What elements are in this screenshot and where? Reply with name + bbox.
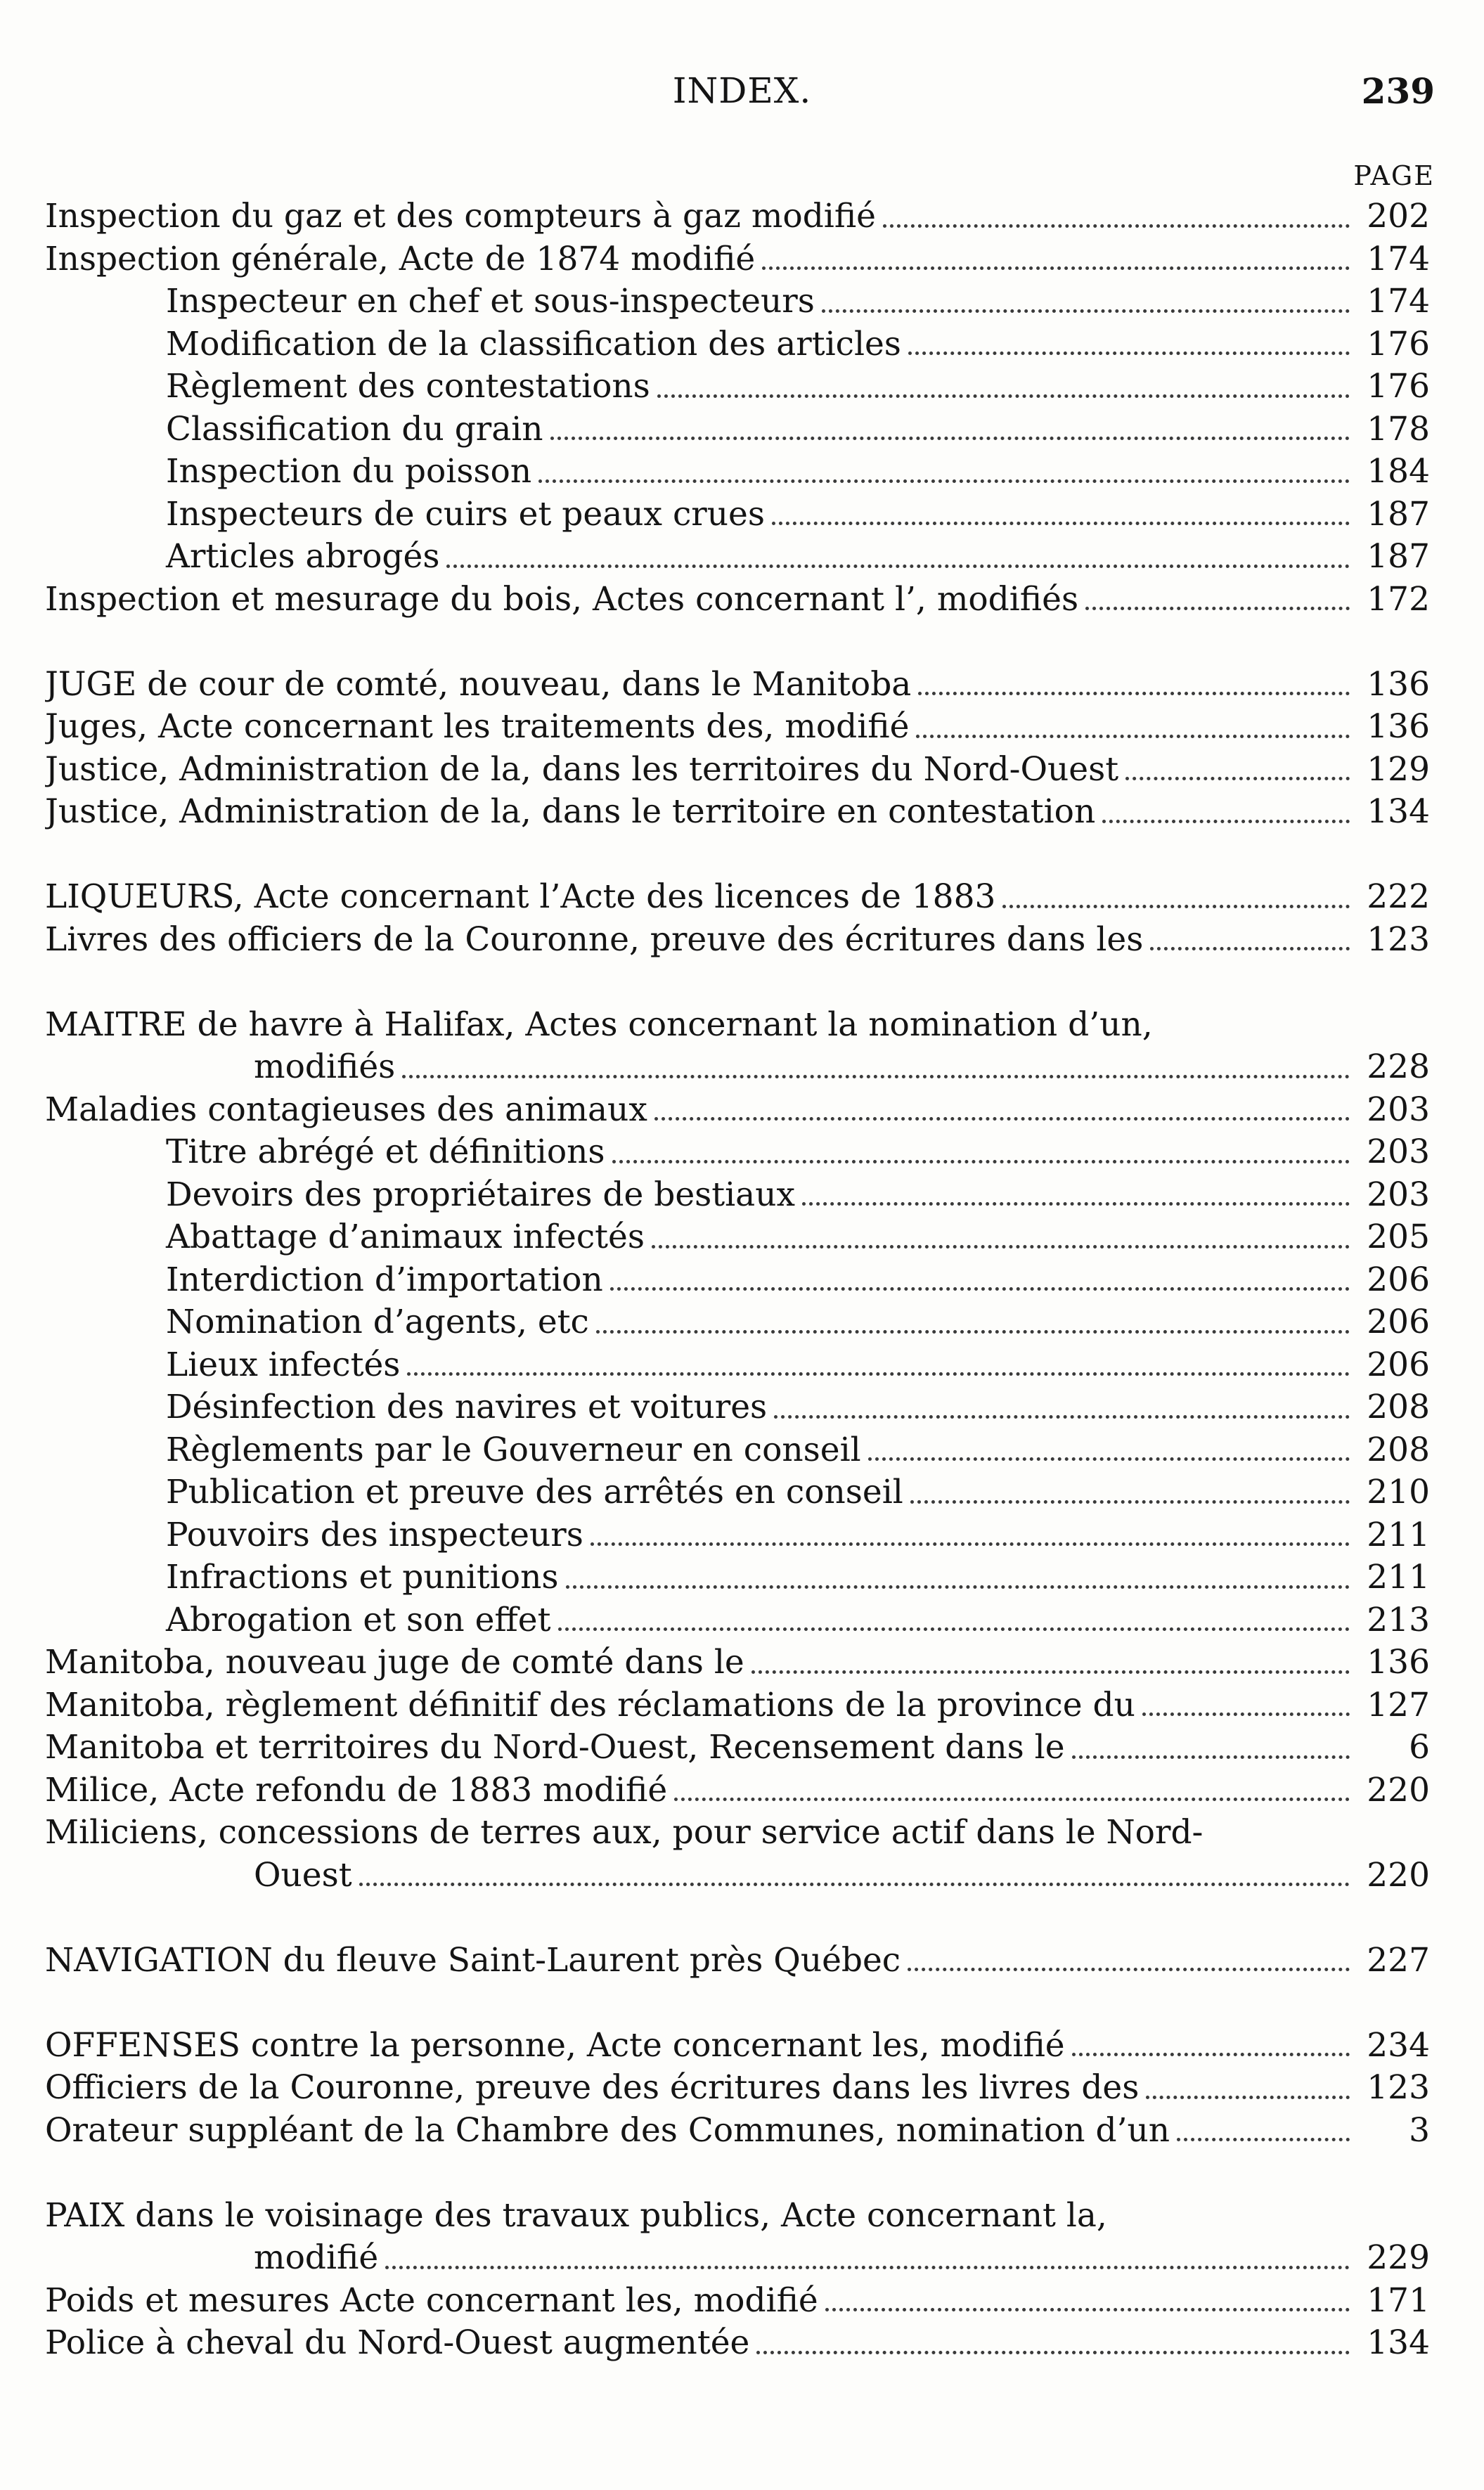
dot-leader <box>654 1117 1350 1121</box>
dot-leader <box>918 692 1350 695</box>
dot-leader <box>802 1202 1350 1206</box>
section-gap <box>45 834 1430 877</box>
dot-leader <box>1146 2096 1350 2099</box>
index-subentry <box>45 1344 1430 1387</box>
dot-leader <box>550 437 1350 440</box>
entry-text: Poids et mesures Acte concernant les, modifié <box>45 2281 818 2320</box>
dot-leader <box>1177 2138 1350 2141</box>
entry-page-number: 203 <box>1367 1175 1430 1214</box>
entry-text: Désinfection des navires et voitures <box>166 1388 768 1426</box>
page-number: 239 <box>1361 70 1435 112</box>
entry-page-number: 211 <box>1367 1558 1430 1596</box>
entry-text: modifiés <box>254 1047 396 1086</box>
section-gap <box>45 621 1430 664</box>
entry-text: Justice, Administration de la, dans le territoire en contestation <box>45 792 1096 831</box>
index-subentry <box>45 1216 1430 1259</box>
dot-leader <box>1102 820 1350 823</box>
entry-page-number: 206 <box>1367 1260 1430 1299</box>
dot-leader <box>402 1075 1350 1078</box>
index-subentry <box>45 1301 1430 1344</box>
dot-leader <box>908 351 1350 355</box>
entry-page-number: 203 <box>1367 1090 1430 1129</box>
entry-text: Publication et preuve des arrêtés en conseil <box>166 1473 903 1511</box>
index-entry <box>45 1940 1430 1982</box>
index-subentry <box>45 1131 1430 1174</box>
index-subentry <box>45 1386 1430 1429</box>
entry-text: Manitoba, règlement définitif des réclamations de la province du <box>45 1685 1135 1724</box>
dot-leader <box>772 522 1350 525</box>
entry-page-number: 229 <box>1367 2238 1430 2277</box>
dot-leader <box>612 1160 1350 1163</box>
entry-page-number: 129 <box>1367 749 1430 789</box>
index-subentry <box>45 1429 1430 1472</box>
index-entry <box>45 1769 1430 1812</box>
dot-leader <box>916 735 1350 738</box>
dot-leader <box>652 1245 1350 1249</box>
entry-page-number: 210 <box>1367 1473 1430 1511</box>
index-subentry <box>45 1471 1430 1514</box>
index-subentry <box>45 1174 1430 1217</box>
dot-leader <box>359 1883 1350 1886</box>
entry-page-number: 220 <box>1367 1855 1430 1895</box>
dot-leader <box>822 309 1350 313</box>
entry-text: Articles abrogés <box>166 537 440 576</box>
index-entry <box>45 1089 1430 1132</box>
entry-text: LIQUEURS, Acte concernant l’Acte des licences de 1883 <box>45 877 996 916</box>
entry-text: Ouest <box>254 1855 352 1895</box>
entry-text: Nomination d’agents, etc <box>166 1303 589 1341</box>
entry-text: Infractions et punitions <box>166 1558 559 1596</box>
index-entry <box>45 238 1430 281</box>
index-subentry <box>45 280 1430 323</box>
entry-text: Milice, Acte refondu de 1883 modifié <box>45 1770 668 1810</box>
entry-text: Modification de la classification des articles <box>166 324 901 363</box>
dot-leader <box>825 2308 1350 2311</box>
index-entry <box>45 579 1430 621</box>
entry-text: Interdiction d’importation <box>166 1260 603 1299</box>
index-entry-line: Miliciens, concessions de terres aux, pour service actif dans le Nord- <box>45 1813 1204 1852</box>
index-entry <box>45 2322 1430 2365</box>
entry-text: NAVIGATION du fleuve Saint-Laurent près Québec <box>45 1940 901 1980</box>
entry-text: Inspecteur en chef et sous-inspecteurs <box>166 282 815 321</box>
dot-leader <box>1125 777 1350 780</box>
index-entry <box>45 195 1430 238</box>
entry-page-number: 127 <box>1367 1685 1430 1724</box>
entry-page-number: 208 <box>1367 1430 1430 1469</box>
entry-page-number: 178 <box>1367 409 1430 449</box>
dot-leader <box>674 1798 1350 1801</box>
index-list <box>45 195 1430 2365</box>
entry-text: Maladies contagieuses des animaux <box>45 1090 647 1129</box>
entry-page-number: 234 <box>1367 2025 1430 2065</box>
dot-leader <box>385 2266 1350 2269</box>
entry-page-number: 3 <box>1409 2110 1430 2150</box>
index-entry <box>45 919 1430 962</box>
entry-page-number: 176 <box>1367 324 1430 363</box>
index-entry <box>45 2025 1430 2068</box>
entry-text: Abrogation et son effet <box>166 1600 551 1639</box>
entry-page-number: 171 <box>1367 2281 1430 2320</box>
entry-page-number: 184 <box>1367 452 1430 491</box>
entry-text: Inspection générale, Acte de 1874 modifié <box>45 239 756 278</box>
entry-text: Inspection et mesurage du bois, Actes concernant l’, modifiés <box>45 579 1079 619</box>
index-subentry <box>45 536 1430 579</box>
entry-text: Justice, Administration de la, dans les territoires du Nord-Ouest <box>45 749 1119 789</box>
section-gap <box>45 1982 1430 2025</box>
dot-leader <box>538 479 1350 483</box>
section-gap <box>45 1897 1430 1940</box>
entry-text: Titre abrégé et définitions <box>166 1133 605 1171</box>
page-column-label: PAGE <box>1353 160 1435 191</box>
dot-leader <box>657 394 1350 398</box>
dot-leader <box>762 266 1350 270</box>
dot-leader <box>883 224 1350 228</box>
entry-page-number: 172 <box>1367 579 1430 619</box>
index-entry <box>45 2237 1430 2280</box>
index-entry <box>45 749 1430 792</box>
entry-page-number: 211 <box>1367 1515 1430 1554</box>
entry-text: Inspection du gaz et des compteurs à gaz modifié <box>45 197 876 236</box>
entry-page-number: 227 <box>1367 1940 1430 1980</box>
entry-text: Juges, Acte concernant les traitements des, modifié <box>45 707 910 746</box>
entry-text: OFFENSES contre la personne, Acte concernant les, modifié <box>45 2025 1065 2065</box>
index-entry <box>45 1684 1430 1727</box>
index-entry <box>45 2280 1430 2323</box>
dot-leader <box>908 1968 1350 1971</box>
entry-page-number: 203 <box>1367 1133 1430 1171</box>
entry-page-number: 213 <box>1367 1600 1430 1639</box>
page-title: INDEX. <box>672 70 812 111</box>
entry-page-number: 176 <box>1367 367 1430 406</box>
index-subentry <box>45 494 1430 536</box>
entry-text: Devoirs des propriétaires de bestiaux <box>166 1175 795 1214</box>
index-subentry <box>45 1514 1430 1557</box>
index-subentry <box>45 1556 1430 1599</box>
section-gap <box>45 2152 1430 2195</box>
entry-text: Règlement des contestations <box>166 367 650 406</box>
index-entry <box>45 1854 1430 1897</box>
dot-leader <box>446 565 1350 568</box>
entry-text: Inspection du poisson <box>166 452 532 491</box>
entry-page-number: 136 <box>1367 1643 1430 1682</box>
entry-text: Manitoba et territoires du Nord-Ouest, Recensement dans le <box>45 1728 1065 1767</box>
entry-page-number: 123 <box>1367 2068 1430 2107</box>
entry-text: Pouvoirs des inspecteurs <box>166 1515 583 1554</box>
entry-page-number: 136 <box>1367 664 1430 704</box>
entry-page-number: 228 <box>1367 1047 1430 1086</box>
entry-page-number: 174 <box>1367 282 1430 321</box>
entry-page-number: 220 <box>1367 1770 1430 1810</box>
entry-page-number: 187 <box>1367 537 1430 576</box>
index-entry <box>45 791 1430 834</box>
section-gap <box>45 961 1430 1004</box>
entry-text: Manitoba, nouveau juge de comté dans le <box>45 1643 744 1682</box>
dot-leader <box>610 1287 1350 1291</box>
index-entry <box>45 876 1430 919</box>
dot-leader <box>596 1330 1350 1334</box>
entry-text: Livres des officiers de la Couronne, preuve des écritures dans les <box>45 920 1144 959</box>
entry-page-number: 134 <box>1367 792 1430 831</box>
entry-page-number: 206 <box>1367 1345 1430 1384</box>
entry-text: Règlements par le Gouverneur en conseil <box>166 1430 861 1469</box>
entry-text: Abattage d’animaux infectés <box>166 1218 645 1256</box>
dot-leader <box>1072 1755 1350 1759</box>
entry-page-number: 134 <box>1367 2323 1430 2362</box>
entry-page-number: 136 <box>1367 707 1430 746</box>
dot-leader <box>1142 1712 1350 1716</box>
dot-leader <box>910 1500 1350 1504</box>
index-entry <box>45 706 1430 749</box>
entry-page-number: 222 <box>1367 877 1430 916</box>
dot-leader <box>868 1457 1350 1461</box>
entry-text: Orateur suppléant de la Chambre des Communes, nomination d’un <box>45 2110 1170 2150</box>
index-entry <box>45 1046 1430 1089</box>
index-entry <box>45 2067 1430 2110</box>
index-entry <box>45 2110 1430 2153</box>
entry-text: Classification du grain <box>166 409 543 449</box>
index-subentry <box>45 451 1430 494</box>
entry-text: Officiers de la Couronne, preuve des écritures dans les livres des <box>45 2068 1140 2107</box>
entry-text: modifié <box>254 2238 379 2277</box>
entry-page-number: 206 <box>1367 1303 1430 1341</box>
index-entry <box>45 1641 1430 1684</box>
entry-text: JUGE de cour de comté, nouveau, dans le Manitoba <box>45 664 912 704</box>
index-subentry <box>45 323 1430 366</box>
index-subentry <box>45 408 1430 451</box>
index-entry-line: PAIX dans le voisinage des travaux publics, Acte concernant la, <box>45 2195 1107 2235</box>
entry-text: Lieux infectés <box>166 1345 401 1384</box>
index-entry <box>45 664 1430 707</box>
entry-page-number: 208 <box>1367 1388 1430 1426</box>
dot-leader <box>566 1585 1350 1589</box>
index-subentry <box>45 1259 1430 1302</box>
entry-page-number: 174 <box>1367 239 1430 278</box>
index-entry-line: MAITRE de havre à Halifax, Actes concernant la nomination d’un, <box>45 1005 1153 1044</box>
entry-page-number: 123 <box>1367 920 1430 959</box>
dot-leader <box>558 1627 1350 1631</box>
index-entry <box>45 1727 1430 1769</box>
dot-leader <box>774 1415 1350 1419</box>
dot-leader <box>407 1372 1350 1376</box>
index-subentry <box>45 366 1430 408</box>
entry-page-number: 187 <box>1367 494 1430 534</box>
dot-leader <box>756 2351 1350 2354</box>
dot-leader <box>1085 607 1350 610</box>
index-subentry <box>45 1599 1430 1642</box>
entry-text: Police à cheval du Nord-Ouest augmentée <box>45 2323 750 2362</box>
dot-leader <box>1002 905 1350 908</box>
dot-leader <box>1150 947 1350 950</box>
dot-leader <box>591 1542 1350 1546</box>
dot-leader <box>751 1670 1350 1674</box>
entry-page-number: 6 <box>1409 1728 1430 1767</box>
entry-page-number: 205 <box>1367 1218 1430 1256</box>
entry-page-number: 202 <box>1367 197 1430 236</box>
entry-text: Inspecteurs de cuirs et peaux crues <box>166 494 765 534</box>
dot-leader <box>1072 2053 1350 2056</box>
